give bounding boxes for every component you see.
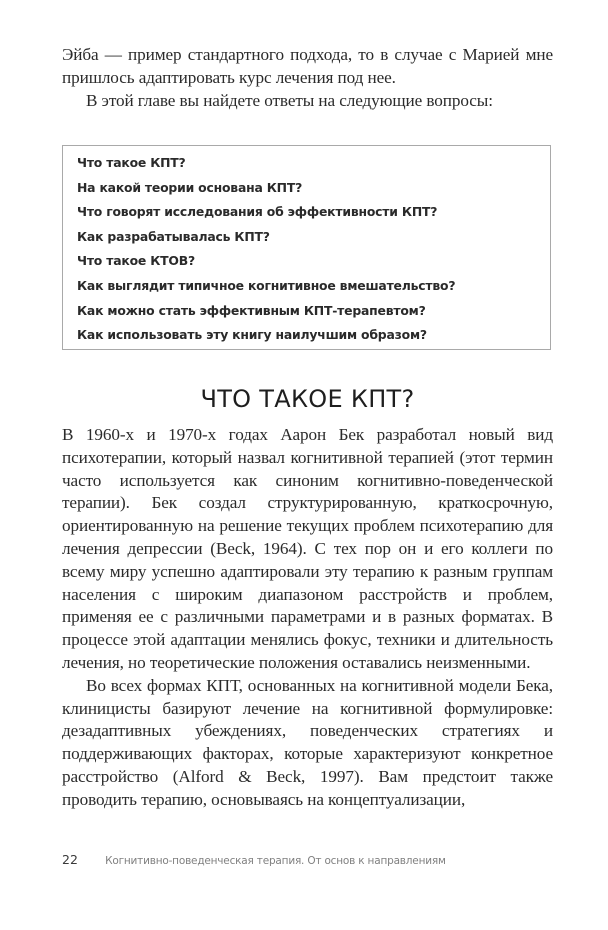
question-item: Что такое КПТ? [77, 155, 186, 170]
paragraph-continuation: Эйба — пример стандартного подхода, то в случае с Марией мне пришлось адаптировать курс лечения под нее. [62, 45, 553, 87]
question-item: Что такое КТОВ? [77, 253, 195, 269]
chapter-questions-box [62, 145, 551, 350]
section-body [62, 424, 553, 812]
question-item: Как выглядит типичное когнитивное вмешательство? [77, 277, 456, 293]
intro-text [62, 44, 553, 112]
question-item: Что говорят исследования об эффективности КПТ? [77, 204, 438, 220]
page-footer [62, 849, 446, 868]
question-item: Как разрабатывалась КПТ? [77, 228, 270, 244]
question-item: Как можно стать эффективным КПТ-терапевтом? [77, 302, 426, 318]
body-paragraph: В 1960-х и 1970-х годах Аарон Бек разработал новый вид психотерапии, который назвал когнитивной терапией (этот термин часто используется как синоним когнитивно-поведенческой терапии). Бек создал структурированную, краткосрочную, ориентированную на решение текущих проблем психотерапию для лечения депрессии (Beck, 1964). С тех пор он и его коллеги по всему миру успешно адаптировали эту терапию к разным группам населения с широким диапазоном расстройств и проблем, применяя ее с различными параметрами и в разных форматах. В процессе этой адаптации менялись фокус, техники и длительность лечения, но теоретические положения оставались неизменными. [62, 425, 553, 672]
question-item: Как использовать эту книгу наилучшим образом? [77, 327, 427, 343]
running-title: Когнитивно-поведенческая терапия. От основ к направлениям [105, 855, 446, 867]
question-item: На какой теории основана КПТ? [77, 179, 303, 195]
paragraph-questions-lead: В этой главе вы найдете ответы на следующие вопросы: [86, 90, 493, 110]
page-number: 22 [62, 852, 78, 867]
section-heading: ЧТО ТАКОЕ КПТ? [200, 385, 415, 413]
body-paragraph: Во всех формах КПТ, основанных на когнитивной модели Бека, клиницисты базируют лечение на когнитивной формулировке: дезадаптивных убеждениях, поведенческих стратегиях и поддерживающих факторах, которые характеризуют конкретное расстройство (Alford & Beck, 1997). Вам предстоит также проводить терапию, основываясь на концептуализации, [62, 675, 553, 809]
